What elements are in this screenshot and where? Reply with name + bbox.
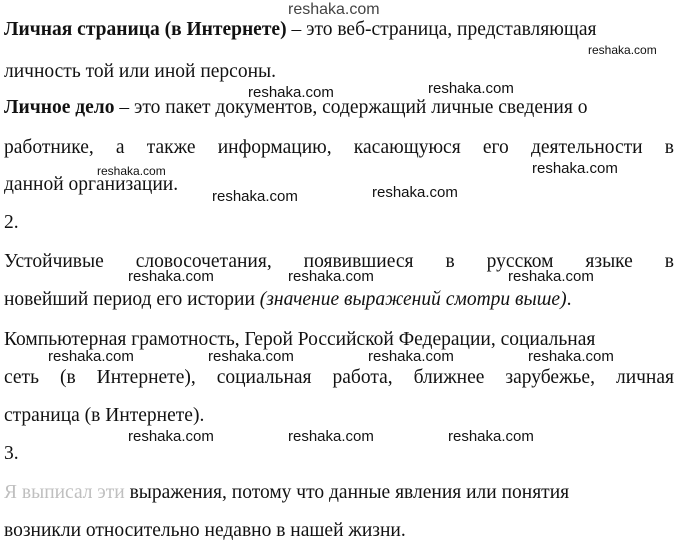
definition-text: – это пакет документов, содержащий личные сведения о <box>114 97 588 118</box>
watermark: reshaka.com <box>128 428 214 445</box>
italic-note: (значение выражений смотри выше) <box>259 289 567 310</box>
watermark: reshaka.com <box>212 188 298 205</box>
watermark: reshaka.com <box>288 1 380 18</box>
term-personal-file: Личное дело <box>4 97 115 118</box>
term-personal-page: Личная страница (в Интернете) <box>4 19 287 40</box>
paragraph-4-line-2: сеть (в Интернете), социальная работа, ближнее зарубежье, личная <box>4 367 674 388</box>
watermark: reshaka.com <box>368 348 454 365</box>
paragraph-5-line-2: возникли относительно недавно в нашей жизни. <box>4 520 406 541</box>
watermark: reshaka.com <box>448 428 534 445</box>
watermark: reshaka.com <box>97 164 166 178</box>
watermark: reshaka.com <box>248 84 334 101</box>
section-number-2: 2. <box>4 212 19 233</box>
faded-text: Я выписал эти <box>4 482 125 503</box>
watermark: reshaka.com <box>588 43 657 57</box>
watermark: reshaka.com <box>532 160 618 177</box>
paragraph-2-line-3: данной организации. <box>4 174 179 195</box>
paragraph-1-line-1 <box>4 18 676 42</box>
paragraph-5-line-1 <box>4 481 676 505</box>
watermark: reshaka.com <box>508 268 594 285</box>
watermark: reshaka.com <box>372 184 458 201</box>
paragraph-1-line-2: личность той или иной персоны. <box>4 61 276 82</box>
paragraph-3-line-1: Устойчивые словосочетания, появившиеся в русском языке в <box>4 251 674 272</box>
watermark: reshaka.com <box>288 428 374 445</box>
watermark: reshaka.com <box>48 348 134 365</box>
paragraph-5-text: выражения, потому что данные явления или понятия <box>124 482 570 503</box>
period: . <box>566 289 572 310</box>
watermark: reshaka.com <box>128 268 214 285</box>
watermark: reshaka.com <box>288 268 374 285</box>
paragraph-3-line-2 <box>4 288 676 312</box>
section-number-3: 3. <box>4 443 19 464</box>
definition-text: – это веб-страница, представляющая <box>286 19 597 40</box>
watermark: reshaka.com <box>208 348 294 365</box>
paragraph-4-line-1: Компьютерная грамотность, Герой Российской Федерации, социальная <box>4 329 596 350</box>
paragraph-2-line-2: работнике, а также информацию, касающуюся его деятельности в <box>4 137 674 158</box>
watermark: reshaka.com <box>428 80 514 97</box>
paragraph-3-text: новейший период его истории <box>4 289 260 310</box>
watermark: reshaka.com <box>528 348 614 365</box>
paragraph-4-line-3: страница (в Интернете). <box>4 405 205 426</box>
paragraph-2-line-1 <box>4 96 676 120</box>
